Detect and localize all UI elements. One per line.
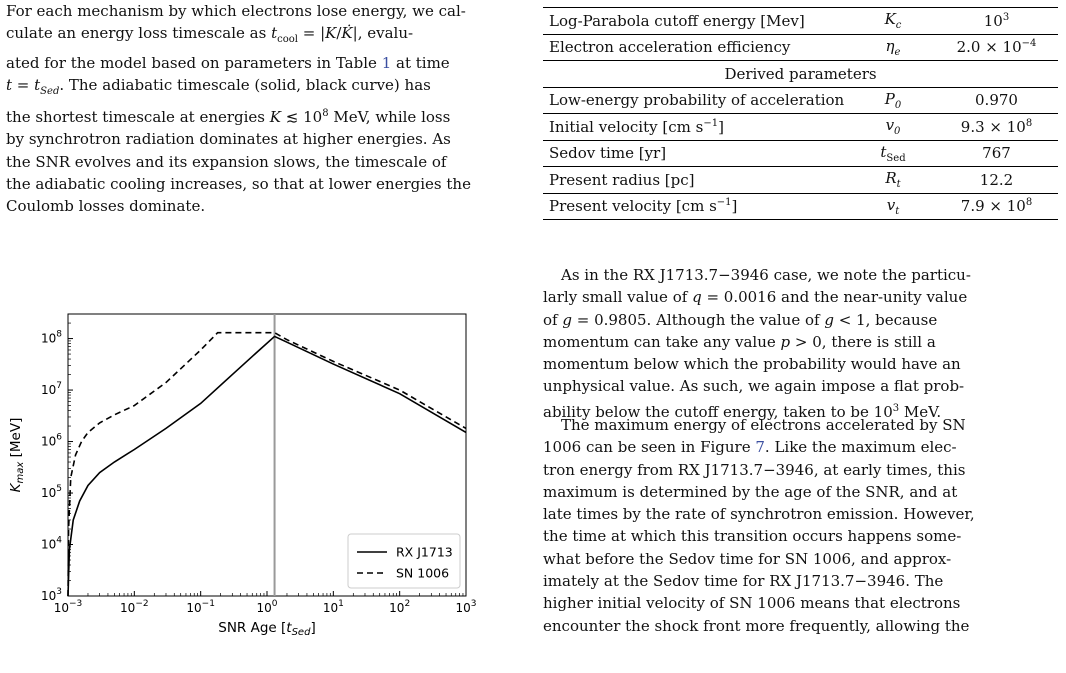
text-line: culate an energy loss timescale as $t_{cool}$ = |K/K̇|, evalu- <box>6 24 414 46</box>
y-tick-label: $10^5$ <box>40 484 62 501</box>
text-line: maximum is determined by the age of the SNR, and at <box>543 482 958 501</box>
table-section-header: Derived parameters <box>543 61 1058 88</box>
table-row: Sedov time [yr] $t_{Sed}$ 767 <box>543 141 1058 168</box>
y-axis-label: $K_{max}$ [MeV] <box>8 417 26 493</box>
text-line: ated for the model based on parameters in Table 1 at time <box>6 53 450 72</box>
x-tick-label: $10^2$ <box>389 599 411 615</box>
legend-label: RX J1713 <box>396 544 453 560</box>
text-line: of g = 0.9805. Although the value of g < 1, because <box>543 310 938 329</box>
text-line: the SNR evolves and its expansion slows, the timescale of <box>6 152 447 171</box>
legend-label: SN 1006 <box>396 565 450 581</box>
table-row: Log-Parabola cutoff energy [Mev] $K_c$ $10^3$ <box>543 8 1058 35</box>
x-tick-label: $10^{-2}$ <box>120 599 149 615</box>
x-tick-label: $10^{-3}$ <box>53 599 83 615</box>
kmax-chart <box>0 300 530 638</box>
x-tick-label: $10^1$ <box>322 599 344 615</box>
right-paragraph-1 <box>543 264 1058 423</box>
table-top-clip <box>543 0 1058 8</box>
x-tick-label: $10^0$ <box>256 599 278 615</box>
x-tick-label: $10^3$ <box>455 599 477 615</box>
text-line: late times by the rate of synchrotron emission. However, <box>543 505 975 524</box>
table-row: Present velocity [cm $s^{-1}$] $v_t$ $7.9 \times 10^8$ <box>543 194 1058 221</box>
text-line: imately at the Sedov time for RX J1713.7−3946. The <box>543 572 944 591</box>
y-tick-label: $10^6$ <box>40 432 62 449</box>
table-row: Present radius [pc] $R_t$ 12.2 <box>543 167 1058 194</box>
text-line: momentum can take any value p > 0, there is still a <box>543 332 936 351</box>
text-line: 1006 can be seen in Figure 7. Like the maximum elec- <box>543 438 957 457</box>
left-paragraph <box>6 0 521 218</box>
y-tick-label: $10^8$ <box>40 329 62 346</box>
x-tick-label: $10^{-1}$ <box>186 599 215 615</box>
y-tick-label: $10^7$ <box>40 381 62 398</box>
text-line: ability below the cutoff energy, taken to be $10^3$ MeV. <box>543 402 942 421</box>
text-line: the shortest timescale at energies K ≲ $10^8$ MeV, while loss <box>6 108 451 127</box>
text-line: As in the RX J1713.7−3946 case, we note the particu- <box>561 266 971 284</box>
text-line: Coulomb losses dominate. <box>6 197 206 216</box>
text-line: tron energy from RX J1713.7−3946, at early times, this <box>543 460 966 479</box>
right-paragraph-2 <box>543 414 1058 637</box>
x-axis-label: SNR Age $[t_{Sed}]$ <box>218 620 316 638</box>
parameters-table <box>543 0 1058 220</box>
text-line: what before the Sedov time for SN 1006, and approx- <box>543 549 952 568</box>
text-line: unphysical value. As such, we again impose a flat prob- <box>543 377 965 396</box>
text-line: the time at which this transition occurs happens some- <box>543 527 962 546</box>
text-line: $t = t_{Sed}$. The adiabatic timescale (solid, black curve) has <box>6 75 431 97</box>
text-line: encounter the shock front more frequently, allowing the <box>543 616 970 635</box>
table-row: Initial velocity [cm $s^{-1}$] $v_0$ $9.3 \times 10^8$ <box>543 114 1058 141</box>
text-line: For each mechanism by which electrons lose energy, we cal- <box>6 2 466 20</box>
text-line: momentum below which the probability would have an <box>543 355 961 374</box>
text-line: the adiabatic cooling increases, so that at lower energies the <box>6 175 471 194</box>
text-line: larly small value of q = 0.0016 and the near-unity value <box>543 288 968 307</box>
text-line: The maximum energy of electrons accelerated by SN <box>561 416 966 434</box>
table-row: Electron acceleration efficiency $\eta_e$ $2.0 \times 10^{-4}$ <box>543 35 1058 62</box>
y-tick-label: $10^3$ <box>40 587 62 603</box>
table-row: Low-energy probability of acceleration $P_0$ 0.970 <box>543 88 1058 115</box>
y-tick-label: $10^4$ <box>40 535 62 552</box>
text-line: by synchrotron radiation dominates at higher energies. As <box>6 130 451 149</box>
text-line: higher initial velocity of SN 1006 means that electrons <box>543 594 961 613</box>
